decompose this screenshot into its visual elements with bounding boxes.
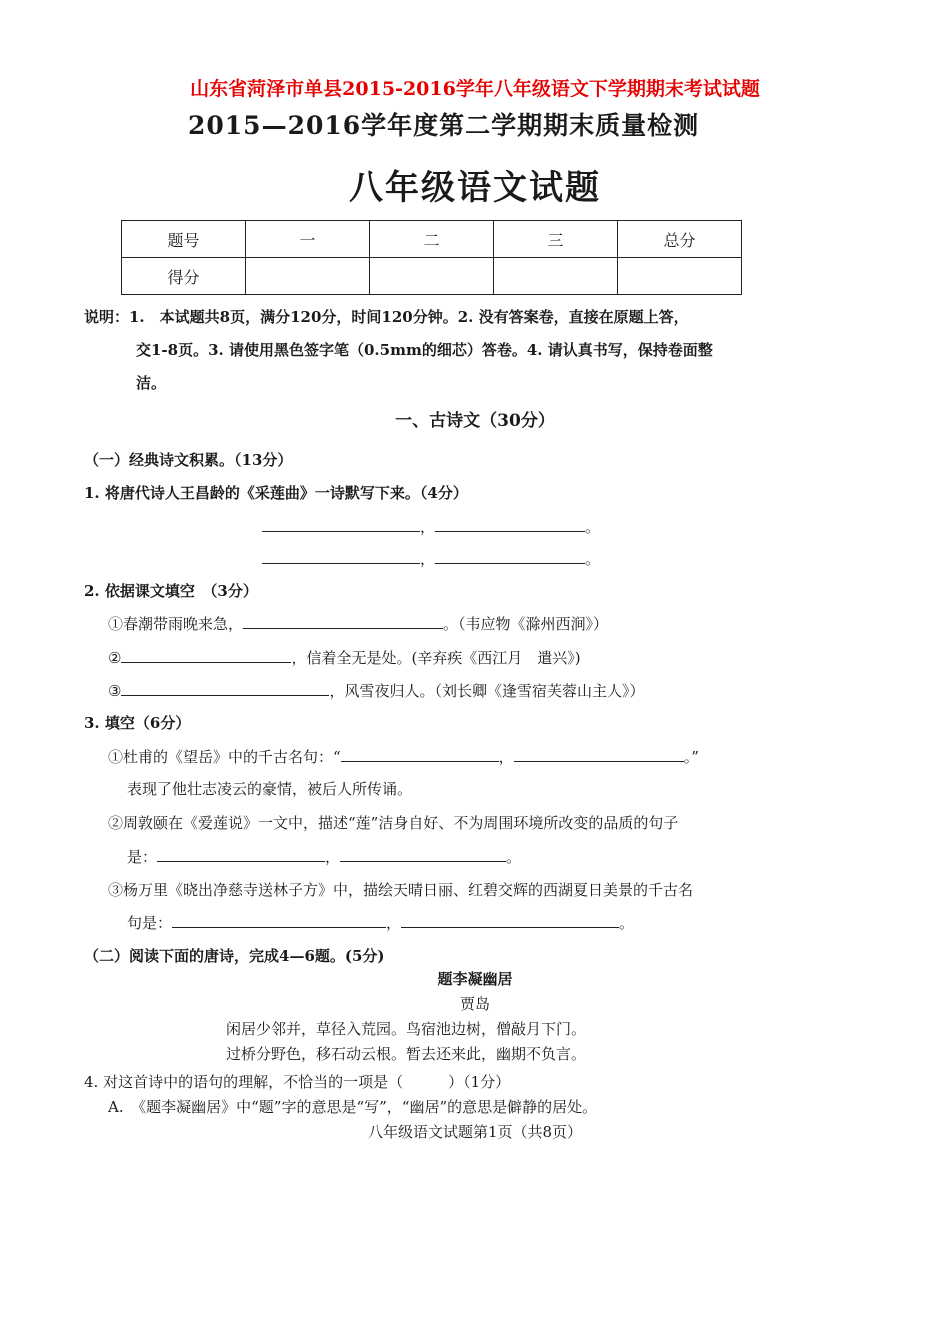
answer-blank[interactable] xyxy=(262,517,420,532)
score-header-cell: 三 xyxy=(494,221,618,258)
score-row-label: 得分 xyxy=(122,258,246,295)
score-header-cell: 总分 xyxy=(618,221,742,258)
answer-blank[interactable] xyxy=(435,517,585,532)
item-text: ② xyxy=(108,649,122,667)
instructions-line: 洁。 xyxy=(136,374,167,392)
score-header-cell: 二 xyxy=(370,221,494,258)
answer-line xyxy=(262,516,600,537)
score-header-cell: 题号 xyxy=(122,221,246,258)
item-text: 句是： xyxy=(127,914,173,932)
question-3-item-cont xyxy=(127,912,634,933)
answer-blank[interactable] xyxy=(157,847,325,862)
part-heading: （二）阅读下面的唐诗，完成4—6题。(5分) xyxy=(84,947,385,965)
score-cell[interactable] xyxy=(246,258,370,295)
score-cell[interactable] xyxy=(618,258,742,295)
question-4: 4. 对这首诗中的语句的理解，不恰当的一项是（ ）（1分） xyxy=(84,1073,511,1091)
score-cell[interactable] xyxy=(370,258,494,295)
answer-blank[interactable] xyxy=(514,747,684,762)
question-3-item: ②周敦颐在《爱莲说》一文中，描述“莲”洁身自好、不为周围环境所改变的品质的句子 xyxy=(108,814,679,832)
question-3-item-cont xyxy=(127,846,521,867)
poem-author: 贾岛 xyxy=(459,995,490,1013)
punctuation: ， xyxy=(325,848,341,866)
punctuation: 。 xyxy=(585,518,601,536)
answer-blank[interactable] xyxy=(172,913,386,928)
exam-subtitle: 2015—2016学年度第二学期期末质量检测 xyxy=(188,111,700,140)
item-text: ，风雪夜归人。（刘长卿《逢雪宿芙蓉山主人》） xyxy=(329,682,645,700)
section-heading: 一、古诗文（30分） xyxy=(395,411,555,431)
punctuation: ， xyxy=(386,914,402,932)
punctuation: 。 xyxy=(619,914,635,932)
score-table xyxy=(121,220,742,295)
poem-line: 过桥分野色，移石动云根。暂去还来此，幽期不负言。 xyxy=(226,1045,587,1063)
item-text: 。（韦应物《滁州西涧》） xyxy=(443,615,609,633)
question-2-item xyxy=(108,680,644,701)
punctuation: 。 xyxy=(506,848,522,866)
question-2: 2. 依据课文填空 （3分） xyxy=(84,582,258,600)
question-2-item xyxy=(108,647,581,668)
item-text: ①春潮带雨晚来急， xyxy=(108,615,244,633)
answer-blank[interactable] xyxy=(340,847,506,862)
score-table-header-row xyxy=(122,221,742,258)
instructions-line: 交1-8页。3. 请使用黑色签字笔（0.5mm的细芯）答卷。4. 请认真书写，保持卷面整 xyxy=(136,341,713,359)
answer-blank[interactable] xyxy=(401,913,619,928)
answer-blank[interactable] xyxy=(121,681,329,696)
question-3: 3. 填空（6分） xyxy=(84,714,191,732)
punctuation: ， xyxy=(420,550,436,568)
poem-title: 题李凝幽居 xyxy=(437,970,513,988)
score-cell[interactable] xyxy=(494,258,618,295)
punctuation: ， xyxy=(420,518,436,536)
item-text: 是： xyxy=(127,848,158,866)
item-text: ①杜甫的《望岳》中的千古名句：“ xyxy=(108,748,341,766)
question-3-item xyxy=(108,746,699,767)
question-3-item-cont: 表现了他壮志凌云的豪情，被后人所传诵。 xyxy=(127,780,413,798)
punctuation: ， xyxy=(498,748,514,766)
item-text: ，信着全无是处。(辛弃疾《西江月 遣兴》) xyxy=(291,649,581,667)
question-1: 1. 将唐代诗人王昌龄的《采莲曲》一诗默写下来。（4分） xyxy=(84,484,468,502)
poem-line: 闲居少邻并，草径入荒园。鸟宿池边树，僧敲月下门。 xyxy=(226,1020,587,1038)
punctuation: 。” xyxy=(683,748,699,766)
punctuation: 。 xyxy=(585,550,601,568)
question-2-item xyxy=(108,613,608,634)
score-table-score-row xyxy=(122,258,742,295)
page-footer: 八年级语文试题第1页（共8页） xyxy=(367,1123,583,1141)
question-3-item: ③杨万里《晓出净慈寺送林子方》中，描绘天晴日丽、红碧交辉的西湖夏日美景的千古名 xyxy=(108,881,694,899)
answer-line xyxy=(262,548,600,569)
instructions-line: 说明：1. 本试题共8页，满分120分，时间120分钟。2. 没有答案卷，直接在原题上答， xyxy=(84,308,689,326)
answer-blank[interactable] xyxy=(435,549,585,564)
part-heading: （一）经典诗文积累。（13分） xyxy=(84,451,293,469)
answer-blank[interactable] xyxy=(243,614,443,629)
answer-blank[interactable] xyxy=(262,549,420,564)
exam-title: 八年级语文试题 xyxy=(349,168,601,208)
answer-blank[interactable] xyxy=(341,747,499,762)
item-text: ③ xyxy=(108,682,122,700)
question-4-option-a: A. 《题李凝幽居》中“题”字的意思是“写”，“幽居”的意思是僻静的居处。 xyxy=(108,1098,598,1116)
score-header-cell: 一 xyxy=(246,221,370,258)
document-title: 山东省菏泽市单县2015-2016学年八年级语文下学期期末考试试题 xyxy=(190,78,760,100)
answer-blank[interactable] xyxy=(121,648,291,663)
